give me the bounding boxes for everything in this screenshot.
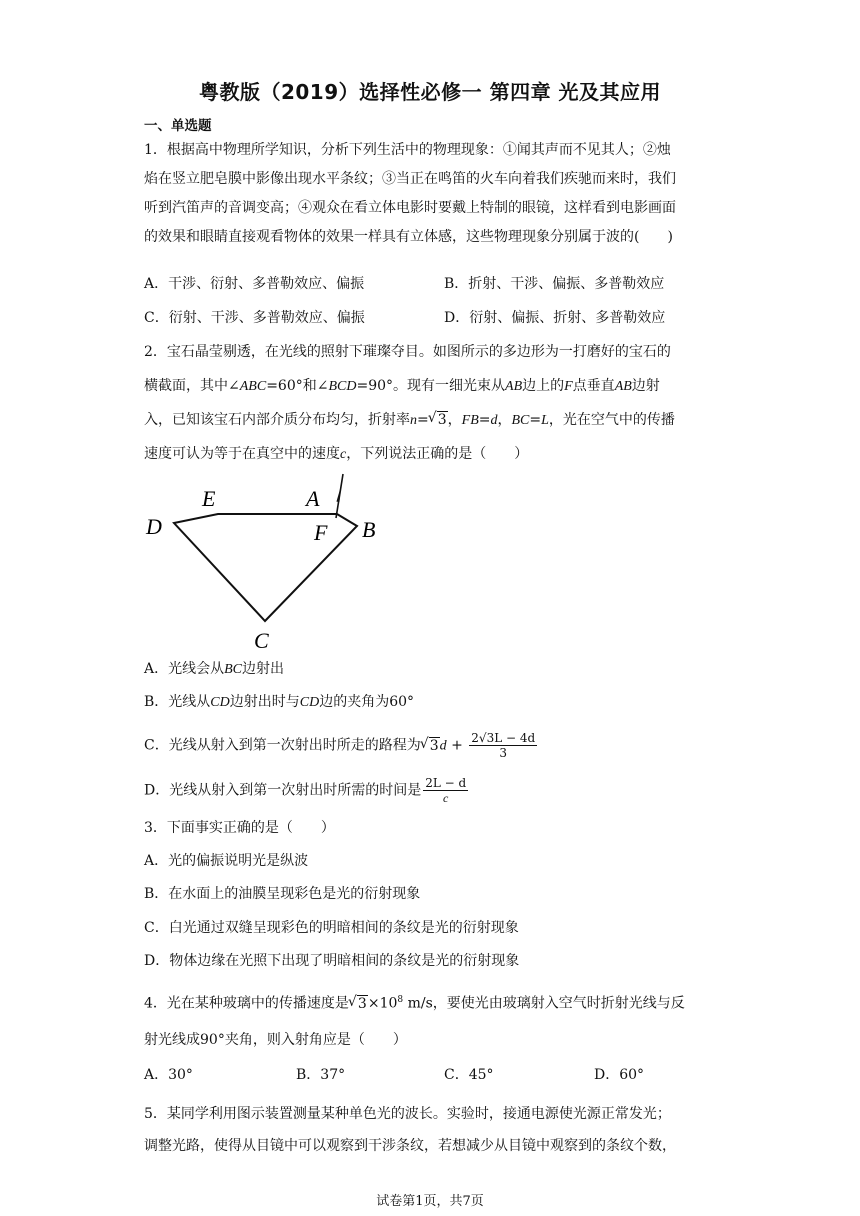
q1-option-b: B．折射、干涉、偏振、多普勒效应 [444,276,665,292]
q1-line-3: 听到汽笛声的音调变高；④观众在看立体电影时要戴上特制的眼镜，这样看到电影画面 [144,200,676,216]
q3-option-c: C．白光通过双缝呈现彩色的明暗相间的条纹是光的衍射现象 [144,920,519,936]
q2-option-d: D．光线从射入到第一次射出时所需的时间是 $\frac{2L - d}{c}$ [144,776,467,805]
gem-cross-section-figure [140,462,400,658]
label-b: B [362,517,376,542]
sqrt-symbol: √ 3 [429,410,448,430]
label-c: C [254,628,269,653]
q4-option-d: D．60° [594,1067,645,1083]
fraction: $\frac{2√3L - 4d}{3}$ [471,731,536,760]
label-d: D [146,514,162,539]
q1-option-a: A．干涉、衍射、多普勒效应、偏振 [144,276,365,292]
page-footer: 试卷第1页，共7页 [376,1194,484,1209]
q4-option-b: B．37° [296,1067,346,1083]
q1-option-c: C．衍射、干涉、多普勒效应、偏振 [144,310,365,326]
q5-line-2: 调整光路，使得从目镜中可以观察到干涉条纹，若想减少从目镜中观察到的条纹个数， [144,1138,676,1154]
q2-option-c: C．光线从射入到第一次射出时所走的路程为√ 3d + $\frac{2√3L - 4d}{3}$ [144,731,539,760]
q5-line-1: 5．某同学利用图示装置测量某种单色光的波长。实验时，接通电源使光源正常发光； [144,1106,671,1122]
q2-line-1: 2．宝石晶莹剔透，在光线的照射下璀璨夺目。如图所示的多边形为一打磨好的宝石的 [144,344,671,360]
q3-option-a: A．光的偏振说明光是纵波 [144,853,309,869]
q3-option-b: B．在水面上的油膜呈现彩色是光的衍射现象 [144,886,421,902]
q2-line-2: 横截面，其中∠ABC=60°和∠BCD=90°。现有一细光束从AB边上的F点垂直AB边射 [144,378,660,394]
fraction: $\frac{2L - d}{c}$ [425,776,467,805]
label-f: F [314,520,328,545]
q2-line-4: 速度可认为等于在真空中的速度c，下列说法正确的是（ ） [144,446,529,462]
label-e: E [202,486,216,511]
q4-option-c: C．45° [444,1067,494,1083]
q4-line-2: 射光线成90°夹角，则入射角应是（ ） [144,1032,407,1048]
q3-option-d: D．物体边缘在光照下出现了明暗相间的条纹是光的衍射现象 [144,953,520,969]
q1-line-4: 的效果和眼睛直接观看物体的效果一样具有立体感，这些物理现象分别属于波的( ) [144,229,673,245]
q2-line-3: 入，已知该宝石内部介质分布均匀，折射率n=√ 3，FB=d，BC=L，光在空气中的传播 [144,410,675,431]
sqrt-symbol: √ 3 [349,994,368,1014]
sqrt-symbol: √ 3 [421,736,440,756]
q1-line-1: 1．根据高中物理所学知识，分析下列生活中的物理现象：①闻其声而不见其人；②烛 [144,142,671,158]
q4-option-a: A．30° [144,1067,193,1083]
q2-option-a: A．光线会从BC边射出 [144,661,285,677]
q4-line-1: 4．光在某种玻璃中的传播速度是√ $3\times 10^8$ m/s，要使光由玻璃射入空气时折射光线与反 [144,990,685,1014]
page-title: 粤教版（2019）选择性必修一 第四章 光及其应用 [198,80,662,104]
gem-polygon [174,514,357,621]
section-heading: 一、单选题 [144,118,212,134]
q3-stem: 3．下面事实正确的是（ ） [144,820,335,836]
q1-line-2: 焰在竖立肥皂膜中影像出现水平条纹；③当正在鸣笛的火车向着我们疾驰而来时，我们 [144,171,676,187]
q1-option-d: D．衍射、偏振、折射、多普勒效应 [444,310,666,326]
q2-option-b: B．光线从CD边射出时与CD边的夹角为60° [144,694,415,710]
label-a: A [306,486,320,511]
